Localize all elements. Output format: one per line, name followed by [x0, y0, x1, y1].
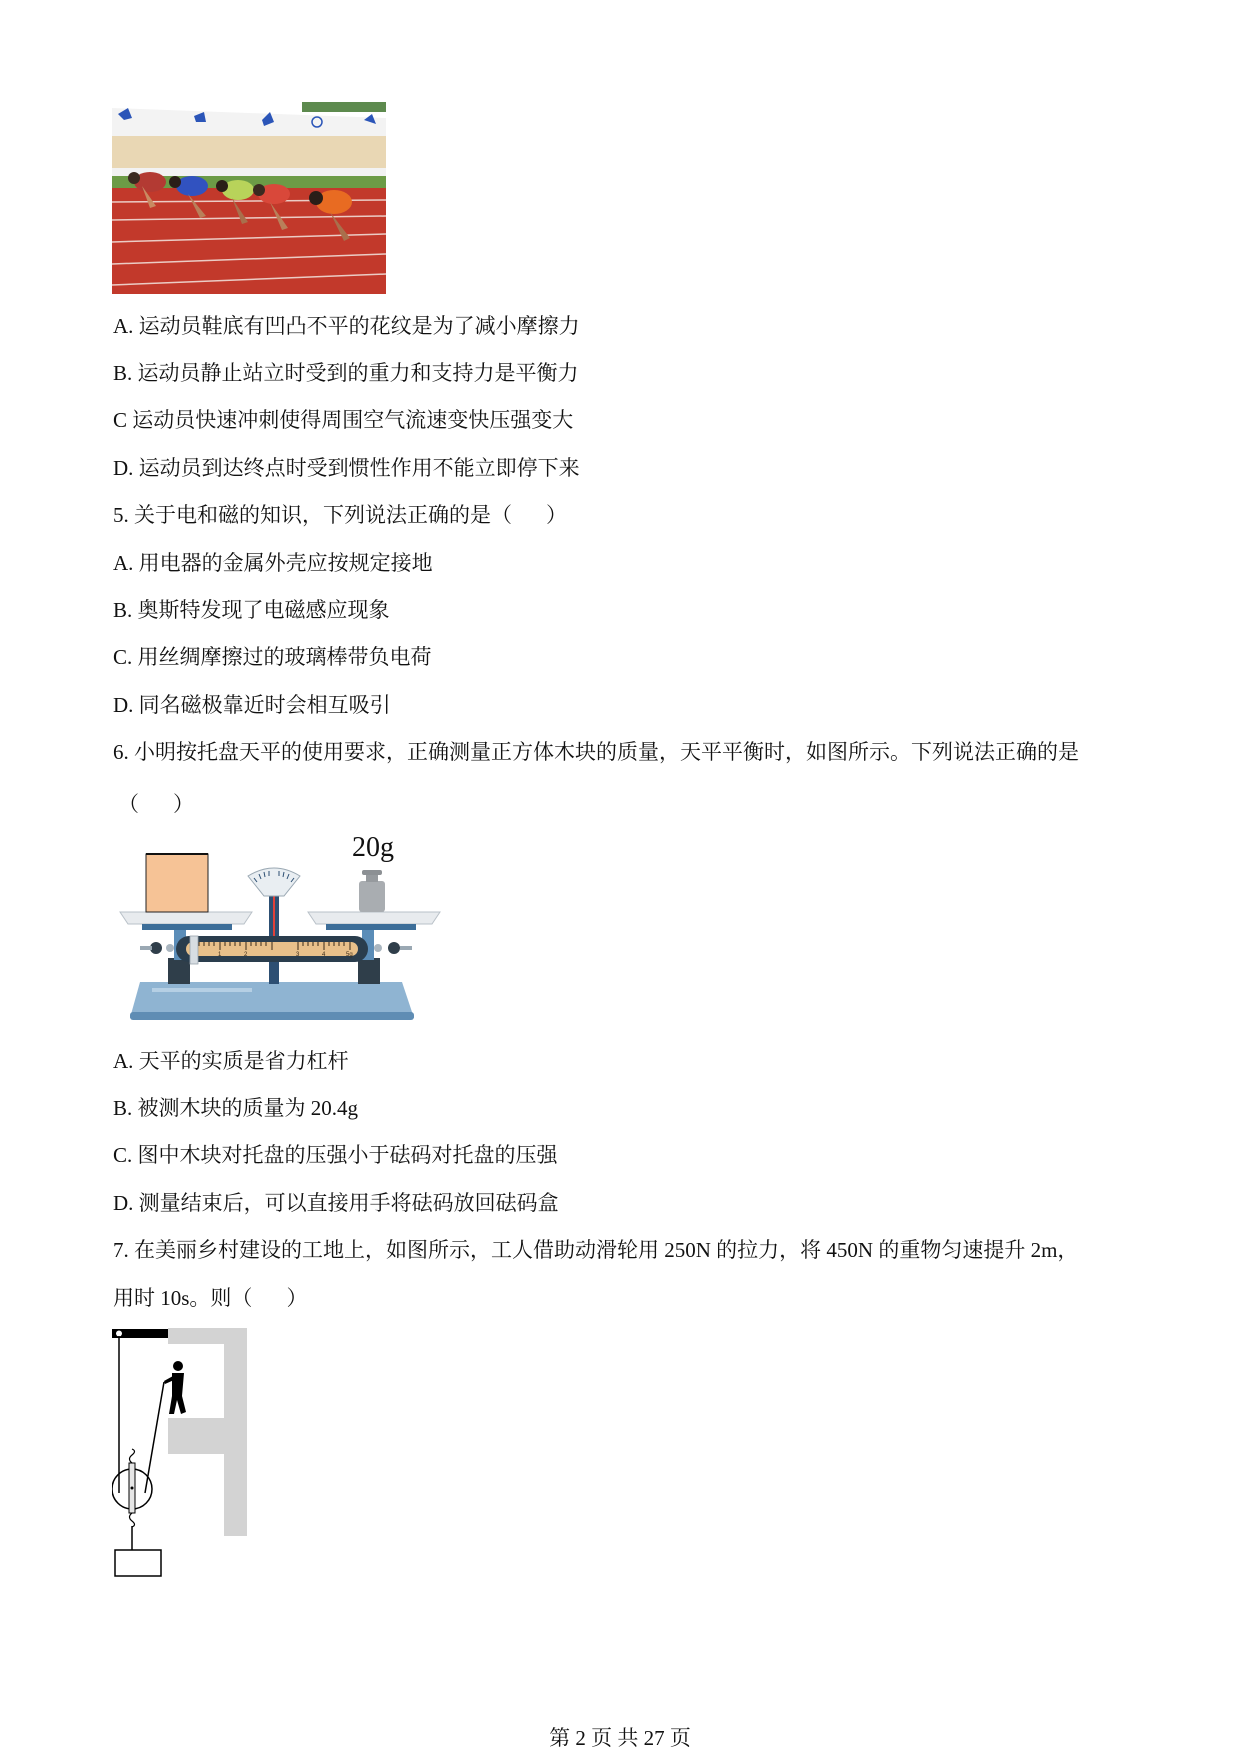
scale-tick-1: 1: [218, 952, 222, 958]
weight-label: 20g: [352, 832, 394, 863]
q6-option-c: [113, 1141, 558, 1169]
question-number: 6.: [113, 740, 129, 764]
q6-stem: [113, 738, 1079, 766]
option-text: 被测木块的质量为 20.4g: [137, 1096, 359, 1120]
scale-tick-2: 2: [244, 952, 248, 958]
page-footer: 第 2 页 共 27 页: [549, 1726, 691, 1750]
q6-option-d: [113, 1189, 559, 1217]
option-text: 奥斯特发现了电磁感应现象: [137, 598, 390, 622]
option-text: 天平的实质是省力杠杆: [138, 1049, 349, 1073]
option-text: 运动员快速冲刺使得周围空气流速变快压强变大: [132, 408, 574, 432]
q6-answer-paren: [118, 790, 194, 818]
q7-stem-line2: [113, 1284, 307, 1312]
option-label: D.: [113, 456, 134, 480]
question-text: 关于电和磁的知识，下列说法正确的是（: [134, 503, 512, 527]
question-text: 小明按托盘天平的使用要求，正确测量正方体木块的质量，天平平衡时，如图所示。下列说法正确的是: [134, 740, 1079, 764]
answer-paren: ）: [286, 1286, 308, 1310]
option-label: A.: [113, 551, 134, 575]
scale-tick-5: 5g: [346, 952, 353, 958]
q5-option-d: [113, 691, 391, 719]
answer-paren: ）: [546, 503, 567, 527]
paren-open: （: [118, 792, 139, 816]
question-text: 在美丽乡村建设的工地上，如图所示，工人借助动滑轮用 250N 的拉力，将 450N 的重物匀速提升 2m，: [134, 1238, 1079, 1262]
option-text: 运动员静止站立时受到的重力和支持力是平衡力: [137, 361, 579, 385]
option-text: 运动员鞋底有凹凸不平的花纹是为了减小摩擦力: [138, 314, 580, 338]
question-text: 用时 10s。则（: [113, 1286, 253, 1310]
option-label: B.: [113, 1096, 133, 1120]
scale-tick-3: 3: [296, 952, 300, 958]
option-text: 测量结束后，可以直接用手将砝码放回砝码盒: [138, 1191, 559, 1215]
option-text: 运动员到达终点时受到惯性作用不能立即停下来: [138, 456, 580, 480]
q4-option-a: [113, 312, 580, 340]
q4-option-b: [113, 359, 579, 387]
option-label: C.: [113, 645, 133, 669]
scale-tick-4: 4: [322, 952, 326, 958]
question-number: 7.: [113, 1238, 129, 1262]
option-label: B.: [113, 598, 133, 622]
q5-option-b: [113, 596, 390, 624]
q5-option-a: [113, 549, 433, 577]
option-label: A.: [113, 1049, 134, 1073]
movable-pulley-diagram: [112, 1326, 252, 1580]
sprint-start-photo: [112, 102, 386, 294]
option-label: D.: [113, 1191, 134, 1215]
option-label: A.: [113, 314, 134, 338]
option-label: D.: [113, 693, 134, 717]
q5-stem: [113, 501, 567, 529]
paren-close: ）: [173, 792, 194, 816]
option-label: C.: [113, 1143, 133, 1167]
option-label: C: [113, 408, 128, 432]
question-number: 5.: [113, 503, 129, 527]
option-text: 图中木块对托盘的压强小于砝码对托盘的压强: [137, 1143, 558, 1167]
q5-option-c: [113, 643, 432, 671]
q6-option-b: [113, 1094, 358, 1122]
q4-option-c: [113, 406, 573, 434]
option-text: 用电器的金属外壳应按规定接地: [138, 551, 433, 575]
q4-option-d: [113, 454, 580, 482]
option-label: B.: [113, 361, 133, 385]
option-text: 同名磁极靠近时会相互吸引: [138, 693, 391, 717]
q6-option-a: [113, 1047, 349, 1075]
q7-stem-line1: [113, 1236, 1078, 1264]
option-text: 用丝绸摩擦过的玻璃棒带负电荷: [137, 645, 432, 669]
